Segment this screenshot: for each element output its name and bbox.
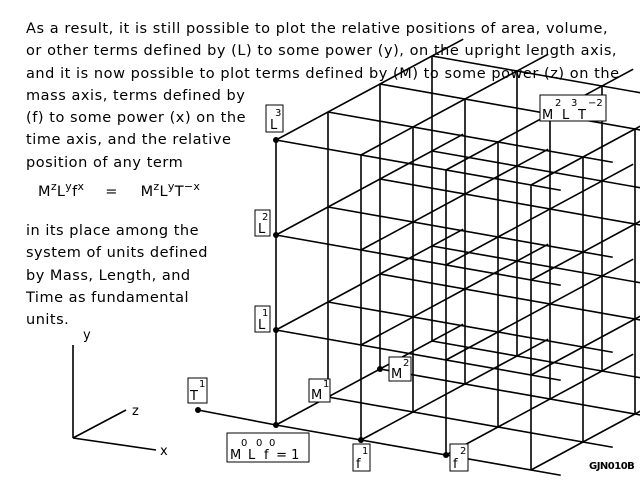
equals-sign: = [105,184,118,200]
mass-grid-line [361,339,548,440]
mass-grid-line [276,229,463,330]
label-origin [227,433,309,463]
svg-text:1: 1 [323,379,330,390]
svg-text:2: 2 [262,212,269,223]
svg-text:2: 2 [555,98,562,109]
node-f2 [443,452,449,458]
node-L3 [273,137,279,143]
svg-text:0: 0 [269,438,276,449]
svg-text:M: M [230,448,242,463]
node-L1 [273,327,279,333]
time-negative-line [198,410,276,425]
mass-grid-line [531,369,640,470]
text-line: position of any term [26,154,184,171]
axis-gizmo [73,345,156,450]
mass-grid-line [361,54,548,155]
svg-text:= 1: = 1 [272,448,300,463]
text-line: in its place among the [26,223,200,239]
svg-text:T: T [578,108,586,123]
svg-text:1: 1 [362,446,369,457]
svg-text:3: 3 [571,98,578,109]
time-grid-line [276,425,561,475]
text-line: system of units defined [26,245,208,262]
mass-grid-line [276,134,463,235]
text-line: by Mass, Length, and [26,267,191,284]
svg-text:L: L [258,318,266,333]
svg-text:0: 0 [256,438,263,449]
mass-grid-line [276,324,463,425]
svg-text:L: L [248,448,256,463]
mass-grid-line [276,39,463,140]
text-line: or other terms defined by (L) to some power (y), on the upright length axis, [26,43,618,60]
label-f2 [450,444,468,472]
figure-id-tag: GJN010B [589,461,635,472]
svg-text:T: T [190,389,198,404]
svg-text:0: 0 [241,438,248,449]
time-grid-line [380,179,640,229]
z-axis-line [73,410,126,438]
node-T1 [195,407,201,413]
node-M2 [377,366,383,372]
text-line: As a result, it is still possible to plot the relative positions of area, volume, [26,21,609,37]
formula-rhs: $M^zL^yT^{-x}$ [140,180,201,200]
formula-lhs: $M^zL^yf^x$ [38,180,85,200]
label-T1 [188,378,207,404]
label-M1 [309,379,330,403]
svg-text:1: 1 [262,308,269,319]
mass-grid-line [446,259,633,360]
x-axis-label: x [160,444,168,459]
text-line: units. [26,312,70,329]
text-line: Time as fundamental [26,289,190,306]
label-L3 [266,105,283,133]
z-axis-label: z [132,404,139,419]
svg-text:2: 2 [403,358,410,369]
svg-text:M: M [542,108,554,123]
mass-grid-line [446,354,633,455]
label-f1 [353,444,370,472]
svg-text:f: f [264,448,269,463]
label-M2 [389,357,411,382]
svg-text:3: 3 [275,108,282,119]
svg-text:L: L [258,222,266,237]
svg-text:L: L [270,118,278,133]
text-line: mass axis, terms defined by [26,87,246,104]
time-grid-line [328,397,613,447]
origin-node [273,422,279,428]
time-grid-line [380,274,640,324]
mass-grid-line [361,149,548,250]
text-line: time axis, and the relative [26,132,232,149]
svg-text:M: M [311,388,323,403]
y-axis-label: y [83,328,91,343]
svg-text:M: M [391,367,403,382]
svg-text:f: f [356,457,361,472]
time-grid-line [328,207,613,257]
svg-text:1: 1 [199,379,206,390]
mass-grid-line [446,164,633,265]
label-L2 [255,210,270,237]
label-corner [540,95,606,123]
text-line: and it is now possible to plot terms defined by (M) to some power (z) on the [26,65,620,82]
svg-text:f: f [453,457,458,472]
time-grid-line [380,369,640,419]
x-axis-line [73,438,156,450]
svg-text:2: 2 [460,446,467,457]
node-L2 [273,232,279,238]
svg-text:−2: −2 [588,98,603,109]
node-f1 [358,437,364,443]
text-line: (f) to some power (x) on the [26,110,247,127]
svg-text:L: L [562,108,570,123]
time-grid-line [328,302,613,352]
mass-grid-line [361,244,548,345]
label-L1 [255,306,270,333]
